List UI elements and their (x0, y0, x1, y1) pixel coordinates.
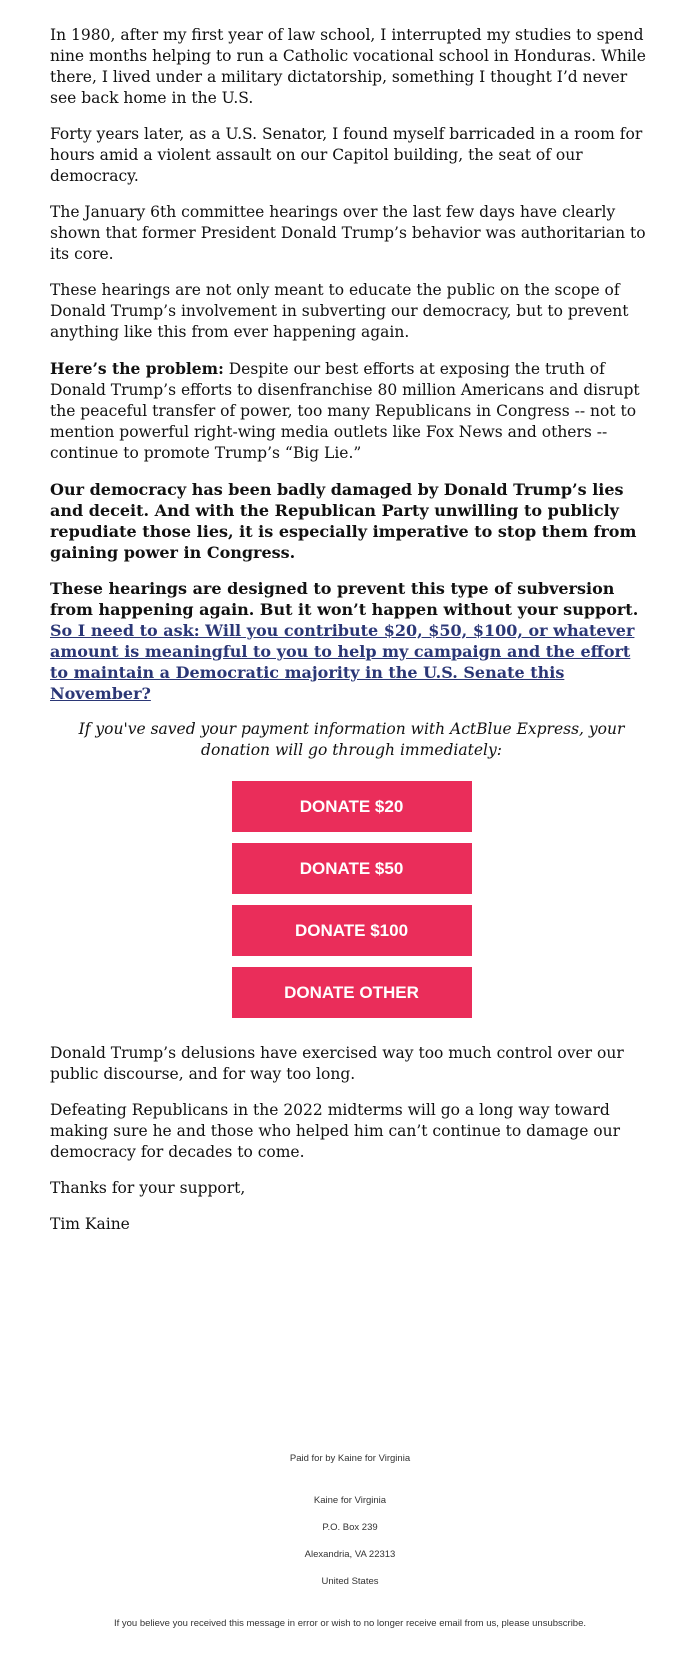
unsubscribe-notice[interactable]: If you believe you received this message in error or wish to no longer receive email from us, please unsubscribe. (113, 1618, 587, 1629)
closing-paragraph-2: Defeating Republicans in the 2022 midterms will go a long way toward making sure he and those who helped him can’t continue to damage our democracy for decades to come. (50, 1101, 621, 1161)
actblue-note: If you've saved your payment information with ActBlue Express, your donation will go through immediately: (78, 720, 625, 759)
donate-other-button[interactable]: DONATE OTHER (232, 967, 472, 1018)
email-body (50, 25, 653, 1250)
intro-paragraph: In 1980, after my first year of law school, I interrupted my studies to spend nine months helping to run a Catholic vocational school in Honduras. While there, I lived under a military dictatorship, something I thought I’d never see back home in the U.S. (50, 26, 646, 107)
ask-paragraph (50, 578, 653, 704)
ask-text: These hearings are designed to prevent this type of subversion from happening again. But it won’t happen without your support. (50, 579, 639, 619)
sign-off: Thanks for your support, (50, 1179, 246, 1197)
footer-po-box: P.O. Box 239 (322, 1522, 378, 1533)
problem-lead: Here’s the problem: (50, 359, 224, 378)
paid-for-line: Paid for by Kaine for Virginia (289, 1453, 411, 1464)
senator-paragraph: Forty years later, as a U.S. Senator, I found myself barricaded in a room for hours amid a violent assault on our Capitol building, the seat of our democracy. (50, 125, 643, 185)
closing-paragraph-1: Donald Trump’s delusions have exercised way too much control over our public discourse, and for way too long. (50, 1044, 624, 1083)
donate-20-button[interactable]: DONATE $20 (232, 781, 472, 832)
hearings-paragraph: The January 6th committee hearings over the last few days have clearly shown that former President Donald Trump’s behavior was authoritarian to its core. (50, 203, 646, 263)
footer-org: Kaine for Virginia (313, 1495, 387, 1506)
footer-country: United States (321, 1576, 379, 1587)
footer-city: Alexandria, VA 22313 (304, 1549, 396, 1560)
contribute-link[interactable]: So I need to ask: Will you contribute $20, $50, $100, or whatever amount is meaningful to you to help my campaign and the effort to maintain a Democratic majority in the U.S. Senate this November? (50, 621, 635, 703)
donate-100-button[interactable]: DONATE $100 (232, 905, 472, 956)
purpose-paragraph: These hearings are not only meant to educate the public on the scope of Donald Trump’s involvement in subverting our democracy, but to prevent anything like this from ever happening again. (50, 281, 629, 341)
signature: Tim Kaine (50, 1215, 130, 1233)
donate-50-button[interactable]: DONATE $50 (232, 843, 472, 894)
donate-buttons (50, 781, 653, 1018)
problem-body: Despite our best efforts at exposing the truth of Donald Trump’s efforts to disenfranchise 80 million Americans and disrupt the peaceful transfer of power, too many Republicans in Congress -- not to mention powerful right-wing media outlets like Fox News and others -- continue to promote Trump’s “Big Lie.” (50, 360, 640, 462)
bold-paragraph: Our democracy has been badly damaged by Donald Trump’s lies and deceit. And with the Republican Party unwilling to publicly repudiate those lies, it is especially imperative to stop them from gaining power in Congress. (50, 480, 637, 562)
problem-paragraph (50, 358, 653, 464)
